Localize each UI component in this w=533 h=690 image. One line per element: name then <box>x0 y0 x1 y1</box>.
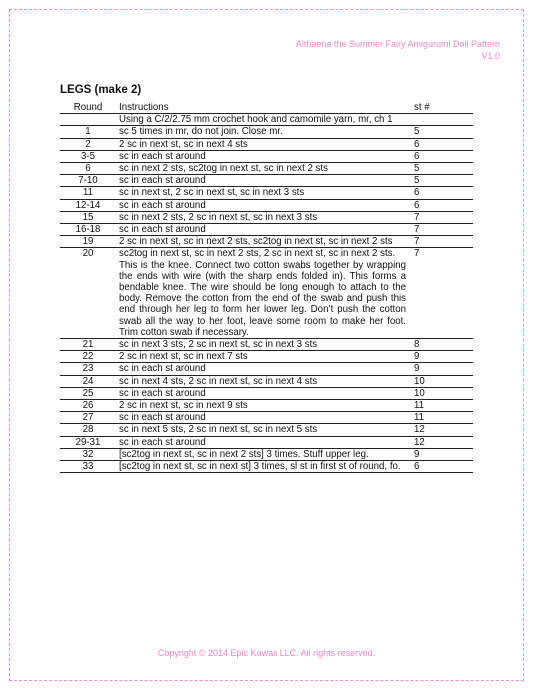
instruction-cell <box>116 187 406 199</box>
instruction-cell <box>116 436 406 448</box>
table-row <box>60 236 473 248</box>
table-row <box>60 363 473 375</box>
round-cell: 21 <box>82 339 94 351</box>
instruction-cell <box>116 412 406 424</box>
instruction-text: 2 sc in next st, sc in next 7 sts <box>119 351 248 363</box>
table-row <box>60 339 473 351</box>
instruction-text: sc in next 4 sts, 2 sc in next st, sc in next 4 sts <box>119 375 318 387</box>
instruction-text: sc in next 3 sts, 2 sc in next st, sc in next 3 sts <box>119 339 318 351</box>
instruction-cell <box>116 375 406 387</box>
round-cell: 16-18 <box>75 224 101 236</box>
instruction-text: sc in each st around <box>119 436 206 448</box>
stitch-count-cell: 6 <box>414 199 420 211</box>
stitch-count-cell: 5 <box>414 126 420 138</box>
instruction-text: sc 5 times in mr, do not join. Close mr. <box>119 126 283 138</box>
round-cell: 32 <box>82 448 94 460</box>
stitch-count-cell: 6 <box>414 150 420 162</box>
stitch-count-cell: 10 <box>414 387 425 399</box>
instruction-text: sc in each st around <box>119 175 206 187</box>
instruction-cell <box>116 248 406 339</box>
round-cell: 3-5 <box>80 150 95 162</box>
table-row <box>60 351 473 363</box>
stitch-count-cell: 5 <box>414 163 420 175</box>
header-version: V1.0 <box>481 51 500 61</box>
table-row <box>60 375 473 387</box>
instruction-cell <box>116 461 406 473</box>
instruction-cell <box>116 199 406 211</box>
instruction-cell <box>116 400 406 412</box>
instruction-cell <box>116 211 406 223</box>
stitch-count-cell <box>406 114 473 126</box>
copyright-footer: Copyright © 2014 Epic Kawaii LLC. All rights reserved. <box>157 648 376 658</box>
table-row <box>60 126 473 138</box>
stitch-count-cell: 5 <box>414 175 420 187</box>
instruction-cell <box>116 339 406 351</box>
round-cell: 24 <box>82 375 94 387</box>
instruction-cell <box>116 351 406 363</box>
instruction-note: This is the knee. Connect two cotton swabs together by wrapping the ends with wire (with the sharp ends folded in). This forms a bendable knee. The wire should be long enough to attach to the body. Remove the cotton from the end of the swab and push this end through her leg to form her lower leg. Don’t push the cotton swab all the way to her foot, leave some room to make her foot. Trim cotton swab if necessary. <box>119 259 406 338</box>
round-cell: 7-10 <box>78 175 98 187</box>
instruction-text: sc in next 2 sts, 2 sc in next st, sc in next 3 sts <box>119 211 318 223</box>
round-cell: 20 <box>82 248 94 260</box>
instruction-text: sc in each st around <box>119 412 206 424</box>
instruction-text: [sc2tog in next st, sc in next 2 sts] 3 times. Stuff upper leg. <box>119 448 369 460</box>
table-row <box>60 436 473 448</box>
round-cell: 2 <box>85 138 91 150</box>
stitch-count-cell: 7 <box>414 248 420 260</box>
table-header-row <box>60 102 473 114</box>
instruction-text: 2 sc in next st, sc in next 4 sts <box>119 138 248 150</box>
round-cell: 26 <box>82 400 94 412</box>
stitch-count-cell: 8 <box>414 339 420 351</box>
round-cell: 27 <box>82 412 94 424</box>
round-cell: 22 <box>82 351 94 363</box>
table-row <box>60 211 473 223</box>
table-row <box>60 187 473 199</box>
instruction-text: sc in next st, 2 sc in next st, sc in next 3 sts <box>119 187 305 199</box>
stitch-count-cell: 9 <box>414 363 420 375</box>
header-round: Round <box>73 102 103 113</box>
instruction-text: sc in each st around <box>119 150 206 162</box>
table-row <box>60 448 473 460</box>
instruction-cell <box>116 175 406 187</box>
table-row <box>60 400 473 412</box>
instruction-cell <box>116 150 406 162</box>
instruction-cell <box>116 387 406 399</box>
header-title: Althaena the Summer Fairy Amigurumi Doll Pattern <box>295 39 500 49</box>
instruction-cell <box>116 126 406 138</box>
page-header <box>296 38 500 62</box>
table-row <box>60 224 473 236</box>
instruction-text: sc in each st around <box>119 363 206 375</box>
instruction-text: sc in each st around <box>119 199 206 211</box>
stitch-count-cell: 6 <box>414 187 420 199</box>
stitch-count-cell: 11 <box>414 412 425 424</box>
instruction-text: sc in each st around <box>119 387 206 399</box>
instruction-cell <box>116 224 406 236</box>
stitch-count-cell: 9 <box>414 351 420 363</box>
round-cell: 33 <box>82 461 94 473</box>
table-row <box>60 424 473 436</box>
table-row <box>60 114 473 126</box>
instruction-text: [sc2tog in next st, sc in next st] 3 times, sl st in first st of round, fo. <box>119 461 401 473</box>
instruction-text: 2 sc in next st, sc in next 2 sts, sc2tog in next st, sc in next 2 sts <box>119 236 393 248</box>
header-stitch-count: st # <box>414 102 430 113</box>
round-cell <box>60 114 116 126</box>
header-instructions: Instructions <box>119 102 169 113</box>
table-row <box>60 163 473 175</box>
stitch-count-cell: 10 <box>414 375 425 387</box>
round-cell: 6 <box>85 163 91 175</box>
instruction-cell <box>116 236 406 248</box>
stitch-count-cell: 7 <box>414 211 420 223</box>
round-cell: 11 <box>82 187 94 199</box>
stitch-count-cell: 6 <box>414 461 420 473</box>
round-cell: 15 <box>82 211 94 223</box>
round-cell: 1 <box>85 126 91 138</box>
table-row <box>60 150 473 162</box>
instruction-text: sc2tog in next st, sc in next 2 sts, 2 sc in next st, sc in next 2 sts. <box>119 248 396 260</box>
instruction-text: sc in next 5 sts, 2 sc in next st, sc in next 5 sts <box>119 424 318 436</box>
round-cell: 23 <box>82 363 94 375</box>
round-cell: 28 <box>82 424 94 436</box>
table-row <box>60 412 473 424</box>
round-cell: 25 <box>82 387 94 399</box>
round-cell: 12-14 <box>75 199 101 211</box>
stitch-count-cell: 7 <box>414 236 420 248</box>
instruction-cell <box>116 138 406 150</box>
instruction-text: 2 sc in next st, sc in next 9 sts <box>119 400 248 412</box>
stitch-count-cell: 11 <box>414 400 425 412</box>
instruction-cell <box>116 163 406 175</box>
pattern-table <box>60 102 473 473</box>
stitch-count-cell: 7 <box>414 224 420 236</box>
instruction-cell <box>116 114 406 126</box>
instruction-text: Using a C/2/2.75 mm crochet hook and camomile yarn, mr, ch 1 <box>119 114 393 126</box>
section-title: LEGS (make 2) <box>60 84 142 96</box>
stitch-count-cell: 12 <box>414 424 425 436</box>
table-row <box>60 248 473 339</box>
table-row <box>60 175 473 187</box>
table-row <box>60 138 473 150</box>
stitch-count-cell: 12 <box>414 436 425 448</box>
instruction-text: sc in each st around <box>119 224 206 236</box>
stitch-count-cell: 6 <box>414 138 420 150</box>
table-row <box>60 199 473 211</box>
table-row <box>60 387 473 399</box>
stitch-count-cell: 9 <box>414 448 420 460</box>
round-cell: 29-31 <box>75 436 101 448</box>
table-body <box>60 114 473 473</box>
instruction-cell <box>116 424 406 436</box>
round-cell: 19 <box>82 236 94 248</box>
table-row <box>60 461 473 473</box>
instruction-cell <box>116 363 406 375</box>
instruction-text: sc in next 2 sts, sc2tog in next st, sc in next 2 sts <box>119 163 328 175</box>
instruction-cell <box>116 448 406 460</box>
